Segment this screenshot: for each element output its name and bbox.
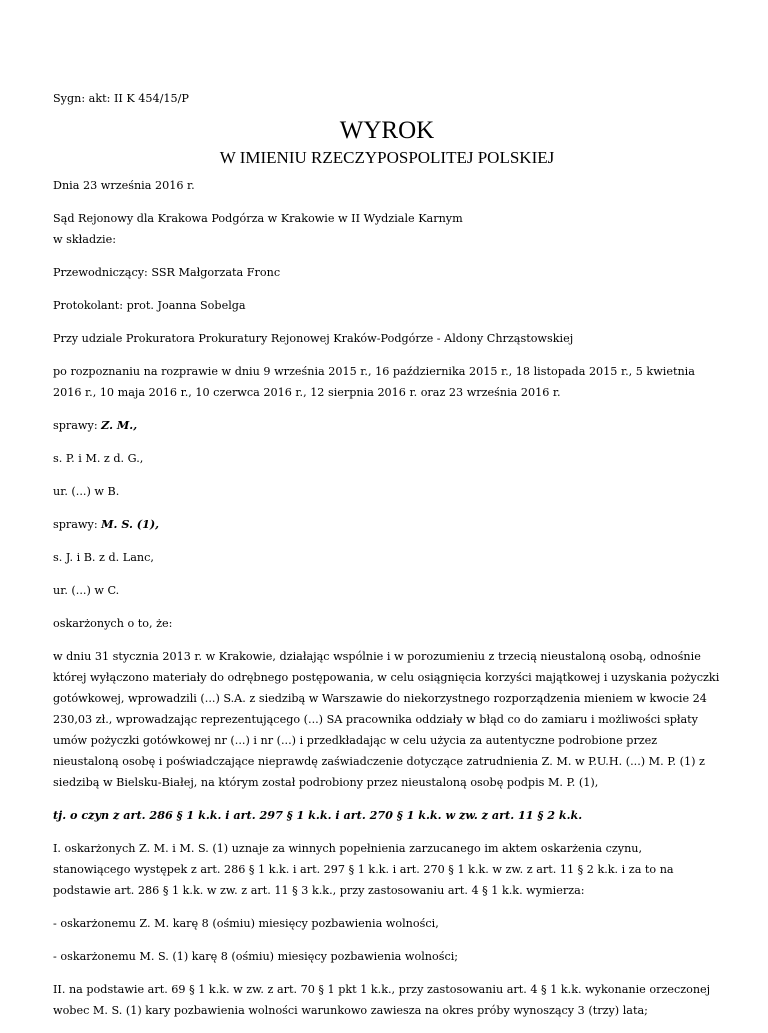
hearing-dates: po rozpoznaniu na rozprawie w dniu 9 września 2015 r., 16 października 2015 r., 18 listopada 2015 r., 5 kwietnia 2016 r., 10 maja 2016 r., 10 czerwca 2016 r., 12 sierpnia 2016 r. oraz 23 września 2016 r. <box>53 365 695 399</box>
prosecutor-line: Przy udziale Prokuratora Prokuratury Rejonowej Kraków-Podgórze - Aldony Chrząstowskiej <box>53 332 574 345</box>
court-composition <box>53 208 721 250</box>
case-1-parents: s. P. i M. z d. G., <box>53 452 144 465</box>
verdict-point-1: I. oskarżonych Z. M. i M. S. (1) uznaje za winnych popełnienia zarzucanego im aktem oskarżenia czynu, stanowiącego występek z art. 286 § 1 k.k. i art. 297 § 1 k.k. i art. 270 § 1 k.k. w zw. z art. 11 § 2 k.k. i za to na podstawie art. 286 § 1 k.k. w zw. z art. 11 § 3 k.k., przy zastosowaniu art. 4 § 1 k.k. wymierza: <box>53 842 674 897</box>
document-subtitle: W IMIENIU RZECZYPOSPOLITEJ POLSKIEJ <box>219 148 555 167</box>
case-1-born: ur. (...) w B. <box>53 485 120 498</box>
case-2-heading <box>53 514 721 535</box>
presiding-judge: Przewodniczący: SSR Małgorzata Fronc <box>53 266 281 279</box>
verdict-point-2: II. na podstawie art. 69 § 1 k.k. w zw. z art. 70 § 1 pkt 1 k.k., przy zastosowaniu art. 4 § 1 k.k. wykonanie orzeczonej wobec M. S. (1) kary pozbawienia wolności warunkowo zawiesza na okres próby wynoszący 3 (trzy) lata; <box>53 983 711 1017</box>
court-clerk: Protokolant: prot. Joanna Sobelga <box>53 299 246 312</box>
sentence-1: - oskarżonemu Z. M. karę 8 (ośmiu) miesięcy pozbawienia wolności, <box>53 917 439 930</box>
court-line-2: w składzie: <box>53 233 116 246</box>
charge-text: w dniu 31 stycznia 2013 r. w Krakowie, działając wspólnie i w porozumieniu z trzecią nieustaloną osobą, odnośnie której wyłączono materiały do odrębnego postępowania, w celu osiągnięcia korzyści majątkowej i uzyskania pożyczki gotówkowej, wprowadzili (...) S.A. z siedzibą w Warszawie do niekorzystnego rozporządzenia mieniem w kwocie 24 230,03 zł., wprowadzając reprezentującego (...) SA pracownika oddziały w błąd co do zamiaru i możliwości spłaty umów pożyczki gotówkowej nr (...) i nr (...) i przedkładając w celu użycia za autentyczne podrobione przez nieustaloną osobę i poświadczające nieprawdę zaświadczenie dotyczące zatrudnienia Z. M. w P.U.H. (...) M. P. (1) z siedzibą w Bielsku-Białej, na którym został podrobiony przez nieustaloną osobę podpis M. P. (1), <box>53 650 720 789</box>
case-2-parents: s. J. i B. z d. Lanc, <box>53 551 154 564</box>
charge-legal-basis: tj. o czyn z art. 286 § 1 k.k. i art. 297 § 1 k.k. i art. 270 § 1 k.k. w zw. z art. 11 § 2 k.k. <box>53 808 583 822</box>
date-line: Dnia 23 września 2016 r. <box>53 179 195 192</box>
case-1-label: sprawy: <box>53 419 102 432</box>
case-1-heading <box>53 415 721 436</box>
case-2-name: M. S. (1), <box>101 517 160 531</box>
court-line-1: Sąd Rejonowy dla Krakowa Podgórza w Krakowie w II Wydziale Karnym <box>53 212 463 225</box>
case-1-name: Z. M., <box>101 418 138 432</box>
document-title: WYROK <box>339 117 435 144</box>
accused-intro: oskarżonych o to, że: <box>53 617 173 630</box>
case-2-born: ur. (...) w C. <box>53 584 120 597</box>
document-page <box>53 88 721 1033</box>
case-2-label: sprawy: <box>53 518 102 531</box>
sentence-2: - oskarżonemu M. S. (1) karę 8 (ośmiu) miesięcy pozbawienia wolności; <box>53 950 459 963</box>
case-signature: Sygn: akt: II K 454/15/P <box>53 92 189 105</box>
